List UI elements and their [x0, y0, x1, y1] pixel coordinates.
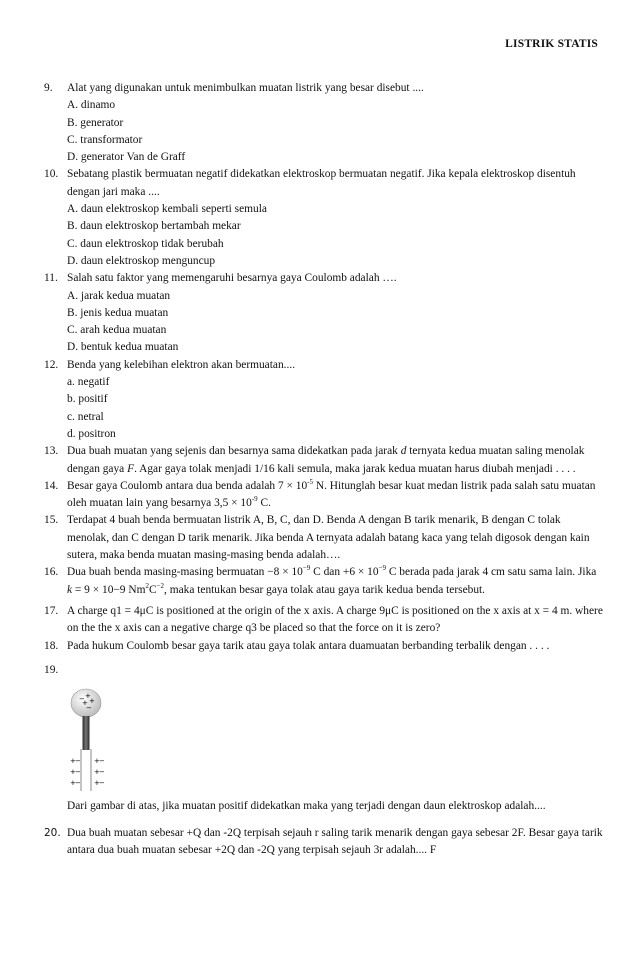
question-14	[44, 478, 604, 513]
leaf-charge: −	[99, 767, 105, 776]
leaf-charge: −	[99, 778, 105, 787]
question-text: Dua buah benda masing-masing bermuatan $-8 \times 10^{-9}$ C dan $+6 \times 10^{-9}$ C berada pada jarak 4 cm satu sama lain. Jika k = 9 × 10−9 $Nm^2C^{-2}$, maka tentukan besar gaya tolak atau gaya tarik kedua benda tersebut.	[67, 564, 597, 596]
question-text: A charge q1 = 4μC is positioned at the origin of the x axis. A charge 9μC is positioned on the x axis at x = 4 m. where on the the x axis can a negative charge q3 be placed so that the force on it is zero?	[67, 604, 603, 635]
option-b: b. positif	[67, 393, 108, 406]
leaf-charge: −	[99, 756, 105, 765]
option-b: B. generator	[67, 116, 124, 129]
electroscope-figure	[67, 683, 604, 798]
question-16	[44, 564, 604, 599]
question-13	[44, 443, 604, 478]
question-20	[44, 825, 604, 860]
knob-charge: +	[85, 691, 91, 700]
question-11	[44, 270, 604, 356]
question-text: Dua buah muatan sebesar +Q dan -2Q terpisah sejauh r saling tarik menarik dengan gaya sebesar 2F. Besar gaya tarik antara dua buah muatan sebesar +2Q dan -2Q yang terpisah sejauh 3r adalah.... F	[67, 827, 603, 857]
knob-charge: +	[89, 696, 95, 705]
option-a: A. daun elektroskop kembali seperti semula	[67, 203, 267, 216]
option-c: C. daun elektroskop tidak berubah	[67, 237, 224, 250]
option-d: d. positron	[67, 427, 116, 440]
question-17	[44, 603, 604, 638]
question-text: Besar gaya Coulomb antara dua benda adalah $7 \times 10^{-5}$ N. Hitunglah besar kuat medan listrik pada salah satu muatan oleh muatan lain yang besarnya $3,5 \times 10^{-9}$ C.	[67, 477, 596, 510]
question-number: 15.	[44, 514, 59, 527]
question-text: Alat yang digunakan untuk menimbulkan muatan listrik yang besar disebut ....	[67, 82, 424, 94]
question-15	[44, 512, 604, 564]
question-text: Pada hukum Coulomb besar gaya tarik atau gaya tolak antara duamuatan berbanding terbalik dengan . . . .	[67, 639, 550, 652]
option-c: c. netral	[67, 410, 104, 423]
knob-charge: −	[79, 694, 85, 703]
leaf-charge: +	[94, 756, 100, 765]
question-list	[44, 80, 604, 860]
question-number: 9.	[44, 82, 53, 94]
electroscope-diagram	[67, 683, 137, 798]
question-number: 14.	[44, 479, 59, 492]
question-12	[44, 357, 604, 443]
question-text: Dua buah muatan yang sejenis dan besarnya sama didekatkan pada jarak d ternyata kedua muatan saling menolak dengan gaya F. Agar gaya tolak menjadi 1/16 kali semula, maka jarak kedua muatan harus diubah menjadi . . . .	[67, 445, 585, 475]
question-text: Sebatang plastik bermuatan negatif didekatkan elektroskop bermuatan negatif. Jika kepala elektroskop disentuh dengan jari maka ....	[67, 168, 576, 198]
knob-charge: +	[82, 698, 88, 707]
question-number: 17.	[44, 604, 59, 617]
leaf-charge: +	[94, 767, 100, 776]
question-text: Salah satu faktor yang memengaruhi besarnya gaya Coulomb adalah ….	[67, 272, 397, 285]
option-b: B. jenis kedua muatan	[67, 306, 169, 319]
leaf-charge: +	[70, 778, 76, 787]
option-d: D. generator Van de Graff	[67, 151, 186, 164]
leaf-charge: +	[70, 756, 76, 765]
question-9	[44, 80, 604, 166]
question-text: Terdapat 4 buah benda bermuatan listrik A, B, C, dan D. Benda A dengan B tarik menarik, B dengan C tolak menolak, dan C dengan D tarik menarik. Jika benda A ternyata adalah batang kaca yang telah digosok dengan kain sutera, maka benda muatan masing-masing benda adalah….	[67, 514, 590, 562]
leaf-charge: −	[75, 778, 81, 787]
question-10	[44, 166, 604, 270]
question-text: Dari gambar di atas, jika muatan positif didekatkan maka yang terjadi dengan daun elektroskop adalah....	[67, 799, 546, 812]
option-d: D. bentuk kedua muatan	[67, 341, 179, 354]
option-c: C. arah kedua muatan	[67, 324, 167, 337]
question-number: 10.	[44, 168, 59, 181]
option-a: a. negatif	[67, 376, 110, 389]
question-number: 18.	[44, 639, 59, 652]
knob-charge: −	[86, 703, 92, 712]
page-header: LISTRIK STATIS	[505, 38, 598, 50]
question-18	[44, 638, 604, 655]
question-number: 20.	[44, 827, 61, 840]
leaf-charge: −	[75, 767, 81, 776]
leaf-charge: +	[94, 778, 100, 787]
electroscope-rod	[83, 716, 90, 750]
leaf-charge: −	[75, 756, 81, 765]
question-text: Benda yang kelebihan elektron akan bermuatan....	[67, 358, 296, 371]
question-19	[44, 662, 604, 815]
question-number: 12.	[44, 358, 59, 371]
question-number: 11.	[44, 272, 58, 285]
question-number: 19.	[44, 663, 59, 676]
leaf-charge: +	[70, 767, 76, 776]
question-number: 13.	[44, 445, 59, 458]
option-a: A. dinamo	[67, 99, 116, 112]
option-c: C. transformator	[67, 133, 143, 146]
option-a: A. jarak kedua muatan	[67, 289, 171, 302]
option-d: D. daun elektroskop menguncup	[67, 254, 216, 267]
question-number: 16.	[44, 566, 59, 579]
option-b: B. daun elektroskop bertambah mekar	[67, 220, 241, 233]
